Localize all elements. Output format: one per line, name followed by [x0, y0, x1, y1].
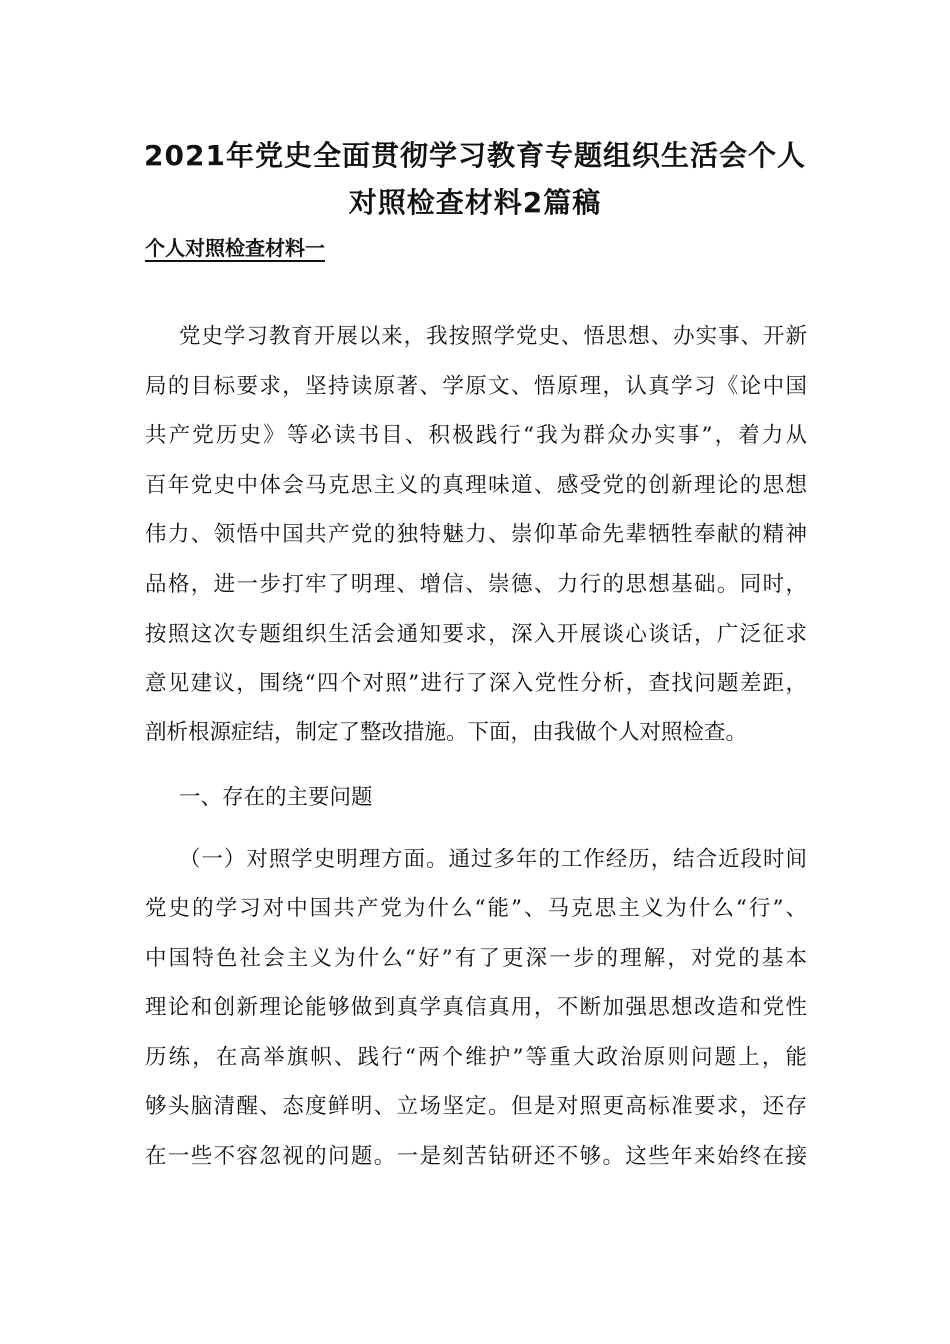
paragraph-2-line: 够头脑清醒、态度鲜明、立场坚定。但是对照更高标准要求，还存: [145, 1094, 807, 1119]
paragraph-1-line: 共产党历史》等必读书目、积极践行“我为群众办实事”，着力从: [145, 423, 807, 448]
paragraph-2-line: 历练，在高举旗帜、践行“两个维护”等重大政治原则问题上，能: [145, 1045, 807, 1070]
paragraph-1-line: 意见建议，围绕“四个对照”进行了深入党性分析，查找问题差距，: [145, 671, 807, 696]
paragraph-1-line: 党史学习教育开展以来，我按照学党史、悟思想、办实事、开新: [179, 324, 807, 349]
paragraph-1-line: 剖析根源症结，制定了整改措施。下面，由我做个人对照检查。: [145, 720, 748, 745]
paragraph-2-line: 理论和创新理论能够做到真学真信真用，不断加强思想改造和党性: [145, 995, 807, 1020]
paragraph-1-line: 伟力、领悟中国共产党的独特魅力、崇仰革命先辈牺牲奉献的精神: [145, 522, 807, 547]
heading-existing-problems: 一、存在的主要问题: [179, 785, 373, 810]
section-heading: 个人对照检查材料一: [145, 236, 325, 260]
paragraph-1-line: 局的目标要求，坚持读原著、学原文、悟原理，认真学习《论中国: [145, 374, 807, 399]
paragraph-1-line: 按照这次专题组织生活会通知要求，深入开展谈心谈话，广泛征求: [145, 622, 807, 647]
paragraph-2-line: （一）对照学史明理方面。通过多年的工作经历，结合近段时间: [179, 847, 807, 872]
paragraph-2-line: 党史的学习对中国共产党为什么“能”、马克思主义为什么“行”、: [145, 896, 807, 921]
paragraph-1-line: 品格，进一步打牢了明理、增信、崇德、力行的思想基础。同时，: [145, 572, 807, 597]
paragraph-2-line: 在一些不容忽视的问题。一是刻苦钻研还不够。这些年来始终在接: [145, 1144, 807, 1169]
document-title-line-1: 2021年党史全面贯彻学习教育专题组织生活会个人: [144, 139, 806, 172]
paragraph-1-line: 百年党史中体会马克思主义的真理味道、感受党的创新理论的思想: [145, 473, 807, 498]
document-title-line-2: 对照检查材料2篇稿: [348, 186, 602, 219]
paragraph-2-line: 中国特色社会主义为什么“好”有了更深一步的理解，对党的基本: [145, 946, 807, 971]
